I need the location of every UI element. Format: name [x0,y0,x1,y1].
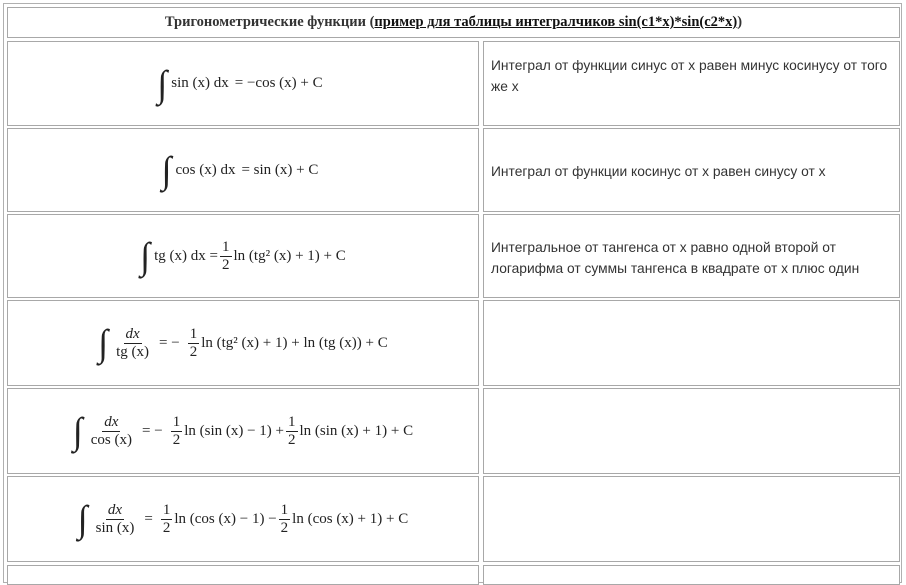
fraction-half: $\frac{1}{2}$ [280,501,289,536]
table-header [7,7,900,38]
row-description: Интеграл от функции косинус от x равен синусу от x [491,164,826,179]
description-cell [483,214,900,298]
row-description: Интеграл от функции синус от x равен минус косинусу от того же x [491,58,888,94]
header-title-prefix: Тригонометрические функции ( [164,14,375,30]
integral-sign-icon: ∫ [72,410,83,452]
example-link[interactable]: пример для таблицы интегралчиков sin(c1*x)*sin(c2*x) [374,14,738,30]
fraction-half: $\frac{1}{2}$ [172,413,181,448]
formula-sin: ∫ sin (x) dx = −cos (x) + C [157,62,323,105]
formula-cell [7,300,479,386]
formula-cell [7,565,479,585]
description-cell [483,476,900,562]
formula-dx-over-cos: ∫ $\frac{dx}{\cos (x)}$ = − $\frac{1}{2}$ ln (sin (x) − 1) + $\frac{1}{2}$ ln (sin (x) + 1) + C [72,410,414,452]
integral-sign-icon: ∫ [77,498,88,540]
formula-cell [7,476,479,562]
description-cell [483,41,900,126]
description-cell [483,388,900,474]
description-cell [483,300,900,386]
integral-sign-icon: ∫ [140,235,151,277]
fraction-half: $\frac{1}{2}$ [222,238,230,273]
formula-dx-over-tg: ∫ $\frac{dx}{tg (x)}$ = − $\frac{1}{2}$ ln (tg² (x) + 1) + ln (tg (x)) + C [98,322,388,364]
fraction-half: $\frac{1}{2}$ [162,501,171,536]
formula-tg: ∫ tg (x) dx = $\frac{1}{2}$ ln (tg² (x) + 1) + C [140,235,346,277]
formula-cell [7,214,479,298]
description-cell [483,128,900,212]
formula-cell [7,388,479,474]
header-title-suffix: ) [737,14,743,30]
formula-cos: ∫ cos (x) dx = sin (x) + C [161,149,319,191]
row-description: Интегральное от тангенса от x равно одной второй от логарифма от суммы тангенса в квадрате от x плюс один [491,240,860,276]
integral-sign-icon: ∫ [161,149,172,191]
integral-sign-icon: ∫ [98,322,109,364]
description-cell [483,565,900,585]
formula-cell [7,41,479,126]
fraction-half: $\frac{1}{2}$ [189,325,198,360]
formula-dx-over-sin: ∫ $\frac{dx}{\sin (x)}$ = $\frac{1}{2}$ ln (cos (x) − 1) − $\frac{1}{2}$ ln (cos (x) + 1) + C [77,498,409,540]
fraction-half: $\frac{1}{2}$ [288,413,296,448]
integral-sign-icon: ∫ [157,62,168,105]
formula-cell [7,128,479,212]
